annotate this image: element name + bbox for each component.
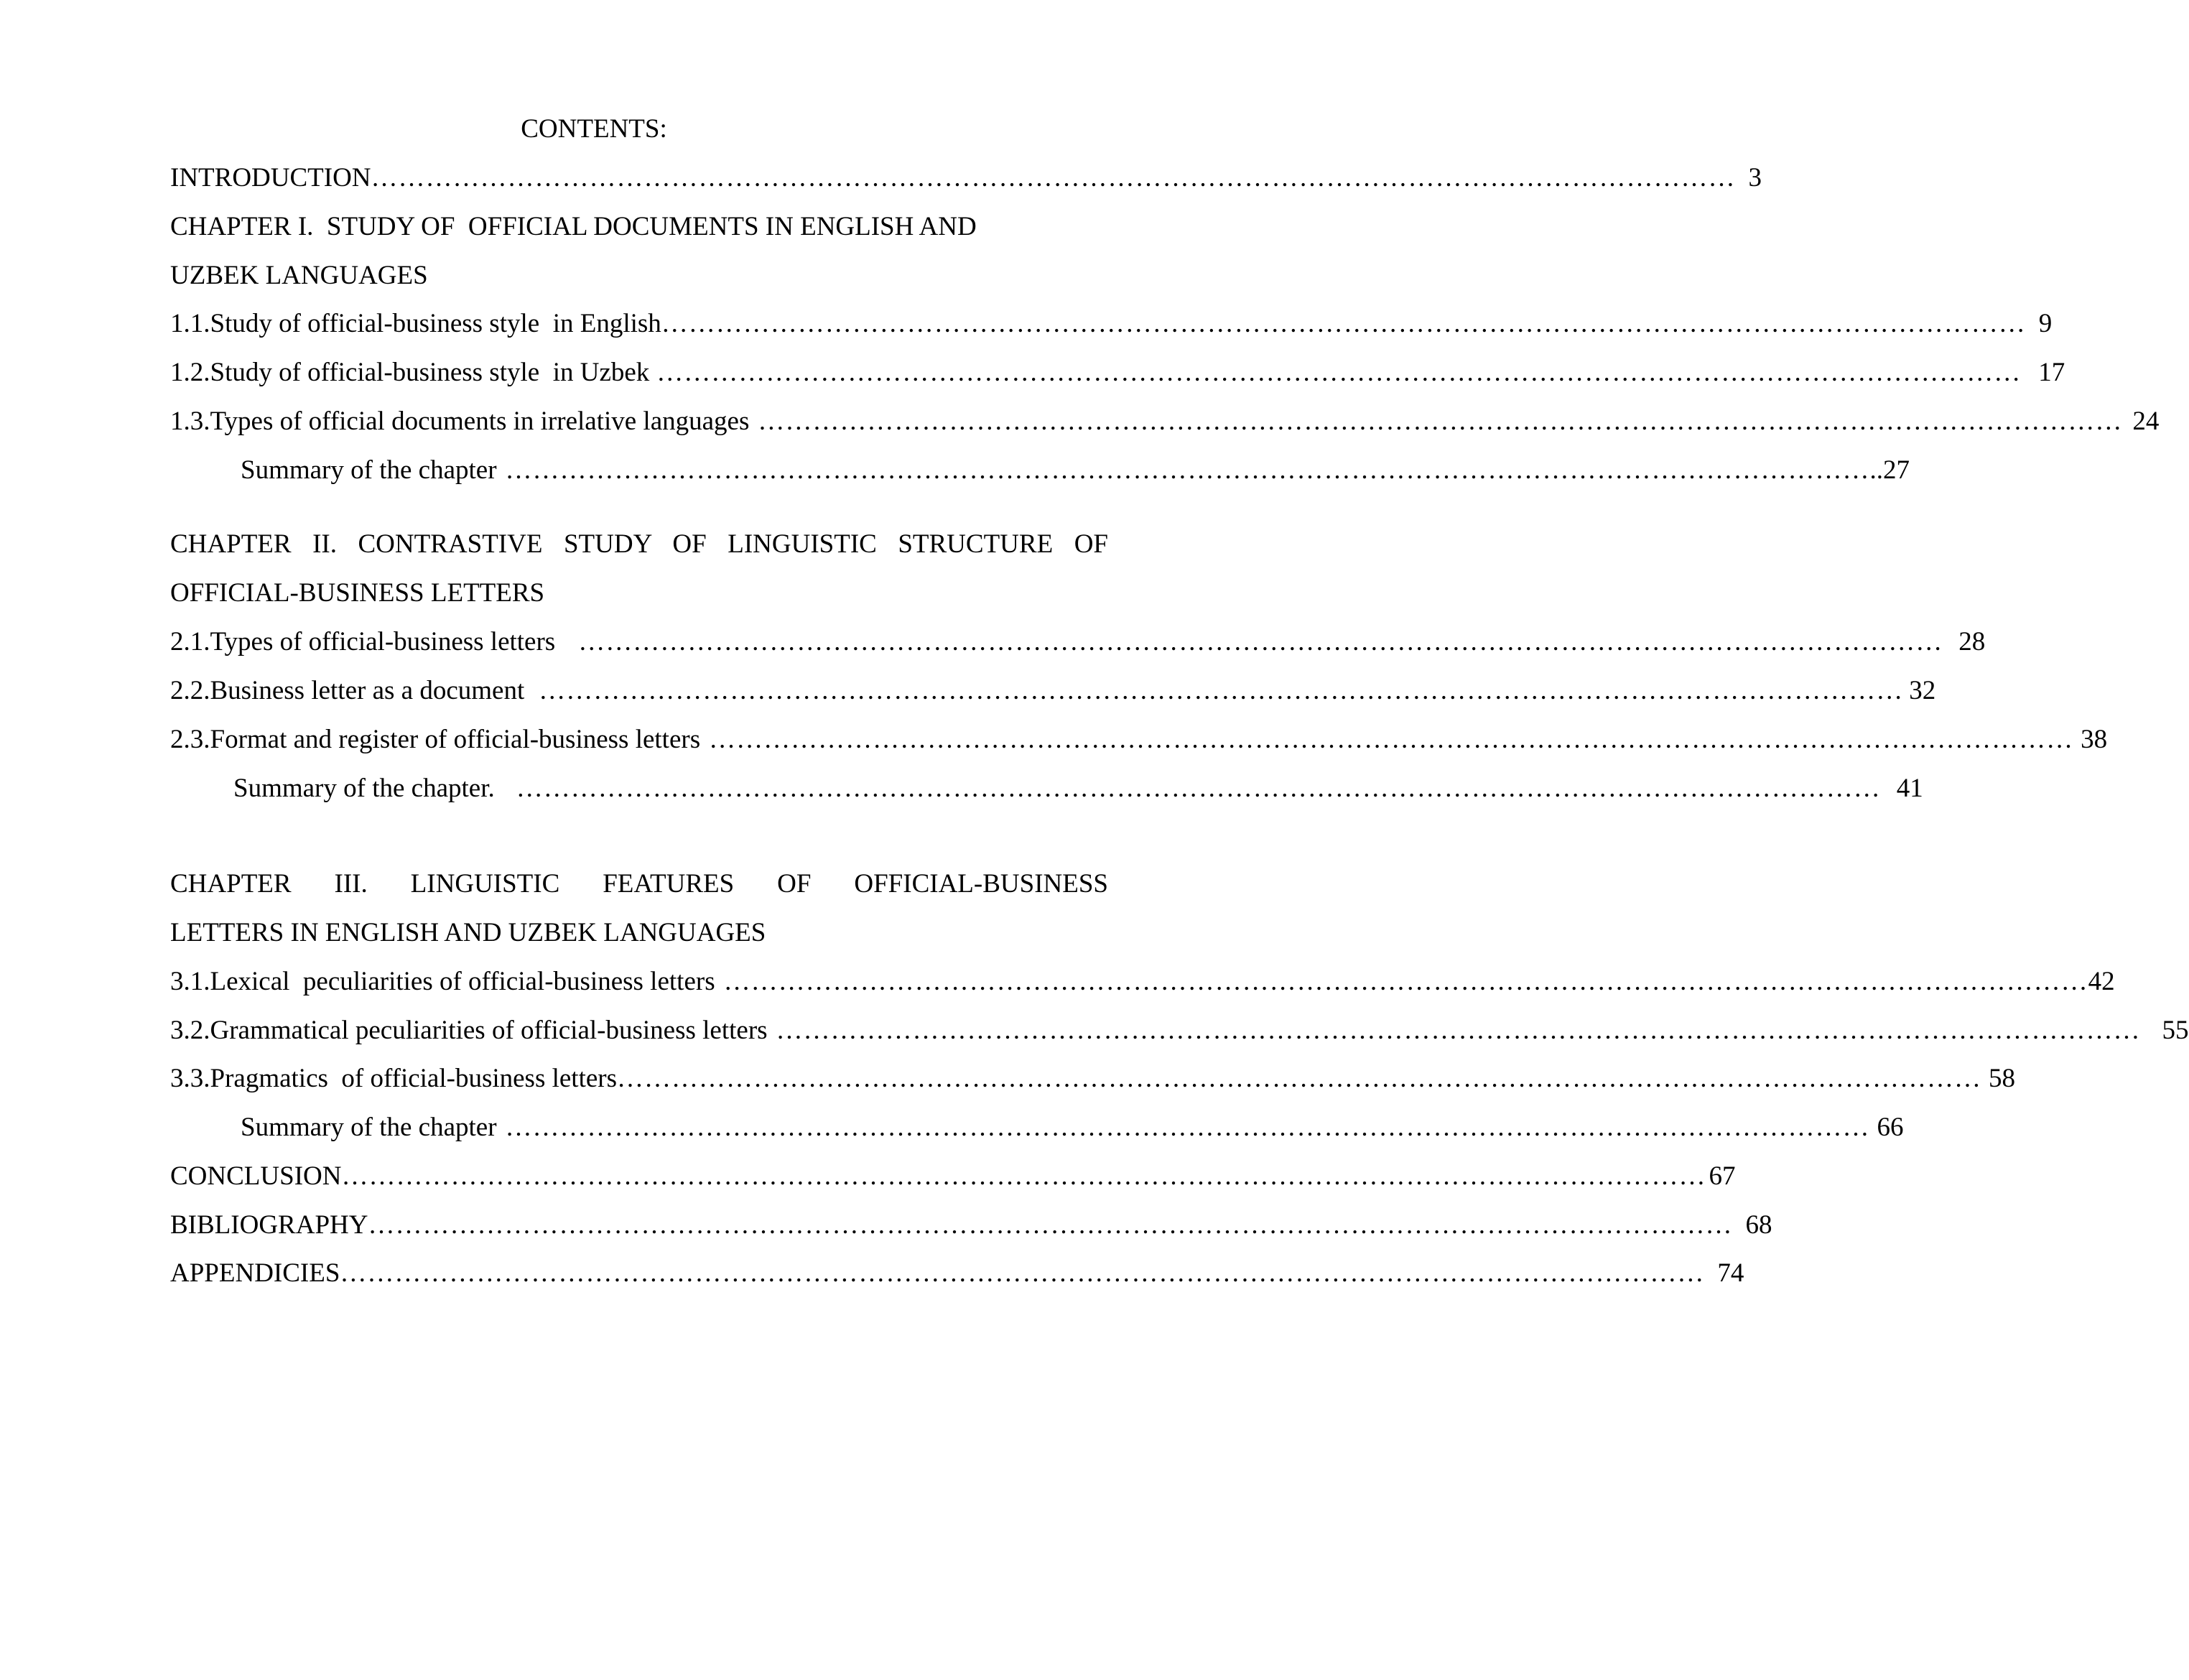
toc-entry-text: Types of official-business letters xyxy=(210,627,556,656)
section-number: 3.2. xyxy=(170,1016,210,1045)
toc-entry-text: Study of official-business style in Uzbek xyxy=(210,358,650,387)
toc-page-number: 32 xyxy=(1909,676,1936,705)
toc-page-number: 74 xyxy=(1717,1258,1744,1288)
toc-entry-text: INTRODUCTION xyxy=(170,163,371,192)
toc-entry-text: Study of official-business style in English xyxy=(210,309,661,338)
toc-page-number: 17 xyxy=(2038,358,2065,387)
chapter-3-heading-line-1: CHAPTER III. LINGUISTIC FEATURES OF OFFICIAL-BUSINESS xyxy=(170,869,1108,899)
toc-page-number: 42 xyxy=(2088,967,2115,996)
toc-entry-3-1 xyxy=(170,966,2115,998)
toc-entry-1-3 xyxy=(170,406,2160,437)
dot-leader: …………………………………………………………………………………………………………………………………… xyxy=(776,1016,2141,1045)
toc-page-number: 3 xyxy=(1748,163,1762,192)
toc-entry-text: CONCLUSION xyxy=(170,1161,342,1191)
toc-entry-2-3 xyxy=(170,724,2108,756)
toc-entry-text: Business letter as a document xyxy=(210,676,525,705)
toc-page-number: 24 xyxy=(2132,407,2160,436)
dot-leader: …………………………………………………………………………………………………………………………………… xyxy=(539,676,1904,705)
chapter-3-heading-line-2: LETTERS IN ENGLISH AND UZBEK LANGUAGES xyxy=(170,918,766,947)
dot-leader: …………………………………………………………………………………………………………………………………… xyxy=(371,163,1736,192)
toc-entry-bibliography xyxy=(170,1210,1772,1241)
section-number: 3.1. xyxy=(170,967,210,996)
dot-leader: …………………………………………………………………………………………………………………………………… xyxy=(516,774,1881,803)
section-number: 1.2. xyxy=(170,358,210,387)
toc-page-number: 55 xyxy=(2162,1016,2189,1045)
dot-leader: …………………………………………………………………………………………………………………………………… xyxy=(661,309,2026,338)
toc-entry-1-2 xyxy=(170,357,2065,389)
toc-page-number: 66 xyxy=(1877,1113,1904,1142)
chapter-1-heading-line-2: UZBEK LANGUAGES xyxy=(170,261,428,290)
toc-entry-3-3 xyxy=(170,1063,2016,1095)
toc-page-number: 38 xyxy=(2081,725,2108,754)
toc-entry-conclusion xyxy=(170,1161,1736,1192)
toc-entry-text: Format and register of official-business letters xyxy=(210,725,701,754)
toc-entry-text: APPENDICIES xyxy=(170,1258,340,1288)
toc-entry-chapter-3-summary xyxy=(241,1112,1904,1143)
section-number: 3.3. xyxy=(170,1064,210,1093)
toc-entry-chapter-1-summary xyxy=(241,455,1910,486)
contents-title: CONTENTS: xyxy=(521,114,667,144)
dot-leader: …………………………………………………………………………………………………………………………………… xyxy=(505,455,1870,485)
toc-entry-text: Types of official documents in irrelative languages xyxy=(210,407,750,436)
section-number: 1.3. xyxy=(170,407,210,436)
toc-entry-text: Summary of the chapter. xyxy=(233,774,495,803)
dot-leader: …………………………………………………………………………………………………………………………………… xyxy=(341,1161,1706,1191)
dot-leader: …………………………………………………………………………………………………………………………………… xyxy=(505,1113,1870,1142)
toc-page-number: 68 xyxy=(1745,1210,1772,1240)
dot-leader: …………………………………………………………………………………………………………………………………… xyxy=(368,1210,1733,1240)
toc-entry-3-2 xyxy=(170,1015,2189,1046)
toc-entry-chapter-2-summary xyxy=(233,773,1923,804)
dot-leader: …………………………………………………………………………………………………………………………………… xyxy=(723,967,2088,996)
toc-page-number: 9 xyxy=(2038,309,2053,338)
chapter-1-heading-line-1: CHAPTER I. STUDY OF OFFICIAL DOCUMENTS IN ENGLISH AND xyxy=(170,212,977,241)
toc-page-number: 58 xyxy=(1989,1064,2016,1093)
toc-entry-text: Pragmatics of official-business letters xyxy=(210,1064,618,1093)
dot-leader: …………………………………………………………………………………………………………………………………… xyxy=(656,358,2022,387)
toc-page-number: 28 xyxy=(1958,627,1986,656)
section-number: 2.1. xyxy=(170,627,210,656)
toc-page-number: ..27 xyxy=(1869,455,1910,485)
chapter-2-heading-line-1: CHAPTER II. CONTRASTIVE STUDY OF LINGUISTIC STRUCTURE OF xyxy=(170,529,1108,559)
section-number: 2.2. xyxy=(170,676,210,705)
toc-entry-text: BIBLIOGRAPHY xyxy=(170,1210,368,1240)
toc-entry-text: Lexical peculiarities of official-business letters xyxy=(210,967,715,996)
toc-entry-text: Summary of the chapter xyxy=(241,1113,497,1142)
dot-leader: …………………………………………………………………………………………………………………………………… xyxy=(758,407,2123,436)
dot-leader: …………………………………………………………………………………………………………………………………… xyxy=(340,1258,1705,1288)
section-number: 1.1. xyxy=(170,309,210,338)
toc-entry-2-1 xyxy=(170,626,1986,658)
dot-leader: …………………………………………………………………………………………………………………………………… xyxy=(617,1064,1982,1093)
chapter-2-heading-line-2: OFFICIAL-BUSINESS LETTERS xyxy=(170,578,545,608)
toc-entry-1-1 xyxy=(170,308,2053,340)
toc-page-number: 41 xyxy=(1896,774,1923,803)
section-number: 2.3. xyxy=(170,725,210,754)
toc-page-number: 67 xyxy=(1709,1161,1736,1191)
dot-leader: …………………………………………………………………………………………………………………………………… xyxy=(709,725,2074,754)
dot-leader: …………………………………………………………………………………………………………………………………… xyxy=(578,627,1943,656)
toc-entry-text: Summary of the chapter xyxy=(241,455,497,485)
toc-entry-text: Grammatical peculiarities of official-business letters xyxy=(210,1016,768,1045)
toc-entry-appendicies xyxy=(170,1258,1744,1289)
toc-entry-2-2 xyxy=(170,675,1936,707)
toc-entry-introduction xyxy=(170,162,1762,194)
